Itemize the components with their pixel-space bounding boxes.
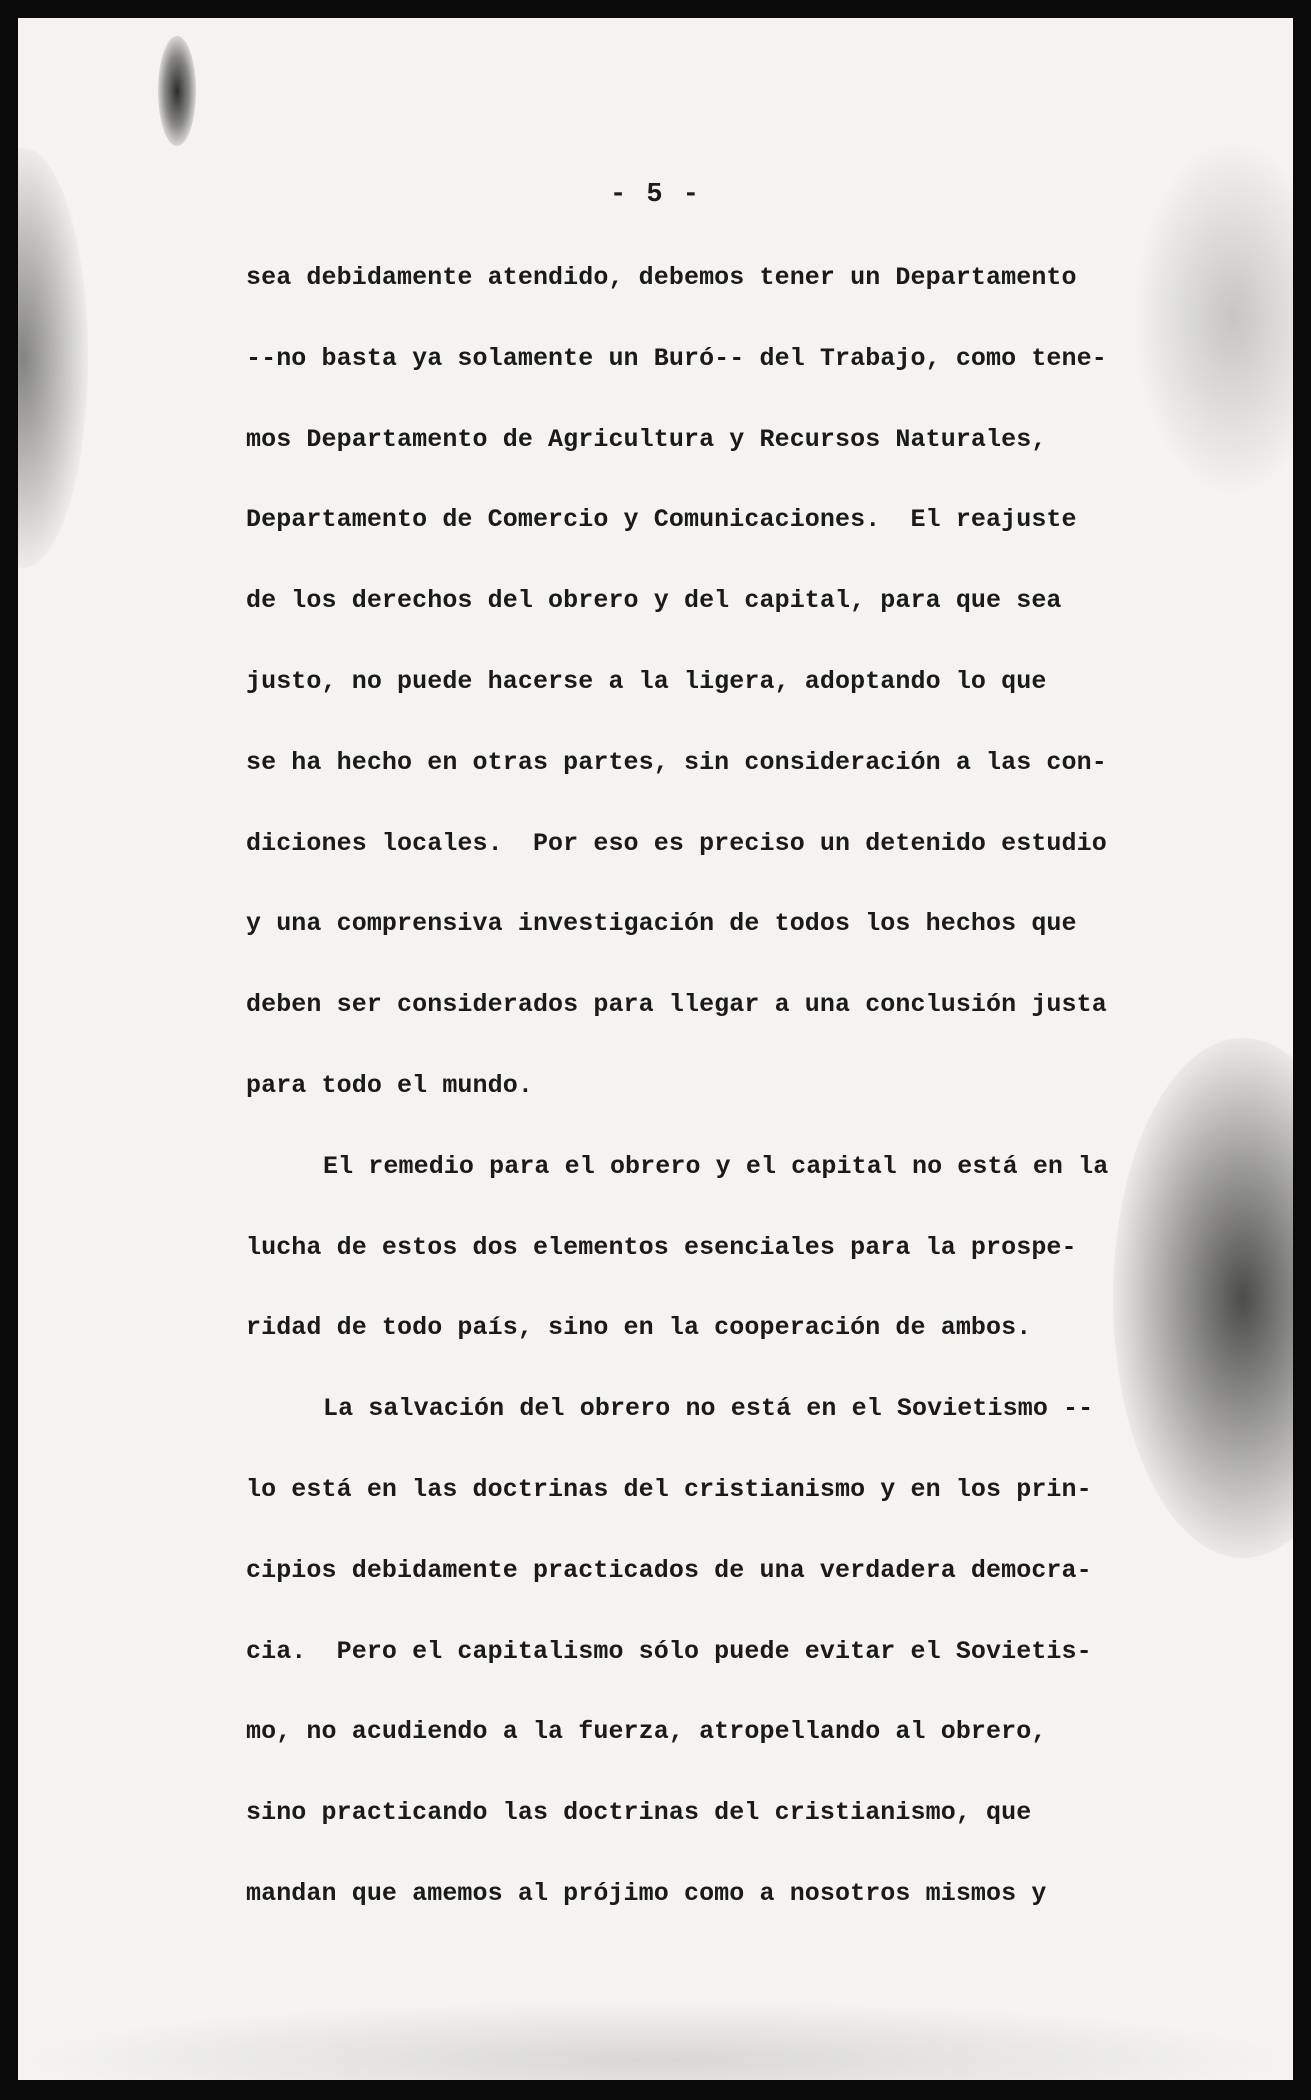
text-line: y una comprensiva investigación de todos los hechos que xyxy=(246,909,1077,939)
text-line: cipios debidamente practicados de una verdadera democra- xyxy=(246,1555,1092,1585)
text-line: ridad de todo país, sino en la cooperación de ambos. xyxy=(246,1313,1032,1343)
text-line: sino practicando las doctrinas del cristianismo, que xyxy=(246,1798,1032,1828)
text-line: diciones locales. Por eso es preciso un detenido estudio xyxy=(246,828,1107,858)
text-line: Departamento de Comercio y Comunicaciones. El reajuste xyxy=(246,505,1077,535)
scan-smudge xyxy=(18,2000,1293,2080)
text-line: mandan que amemos al prójimo como a nosotros mismos y xyxy=(246,1878,1047,1908)
scan-mark xyxy=(158,36,196,146)
text-line: lucha de estos dos elementos esenciales para la prospe- xyxy=(246,1232,1077,1262)
text-line: mos Departamento de Agricultura y Recursos Naturales, xyxy=(246,424,1047,454)
text-line: La salvación del obrero no está en el Sovietismo -- xyxy=(323,1394,1094,1424)
text-line: deben ser considerados para llegar a una conclusión justa xyxy=(246,990,1107,1020)
text-line: para todo el mundo. xyxy=(246,1070,533,1100)
text-line: lo está en las doctrinas del cristianismo y en los prin- xyxy=(246,1474,1092,1504)
text-line: El remedio para el obrero y el capital no está en la xyxy=(323,1151,1109,1181)
text-line: cia. Pero el capitalismo sólo puede evitar el Sovietis- xyxy=(246,1636,1092,1666)
body-text xyxy=(246,258,1166,1955)
text-line: mo, no acudiendo a la fuerza, atropellando al obrero, xyxy=(246,1717,1047,1747)
text-line: sea debidamente atendido, debemos tener un Departamento xyxy=(246,263,1077,292)
document-page xyxy=(18,18,1293,2080)
text-line: --no basta ya solamente un Buró-- del Trabajo, como tene- xyxy=(246,343,1107,373)
text-line: justo, no puede hacerse a la ligera, adoptando lo que xyxy=(246,666,1047,696)
page-number: - 5 - xyxy=(609,180,701,210)
scan-smudge xyxy=(18,148,88,568)
text-line: se ha hecho en otras partes, sin consideración a las con- xyxy=(246,747,1107,777)
text-line: de los derechos del obrero y del capital, para que sea xyxy=(246,586,1062,616)
